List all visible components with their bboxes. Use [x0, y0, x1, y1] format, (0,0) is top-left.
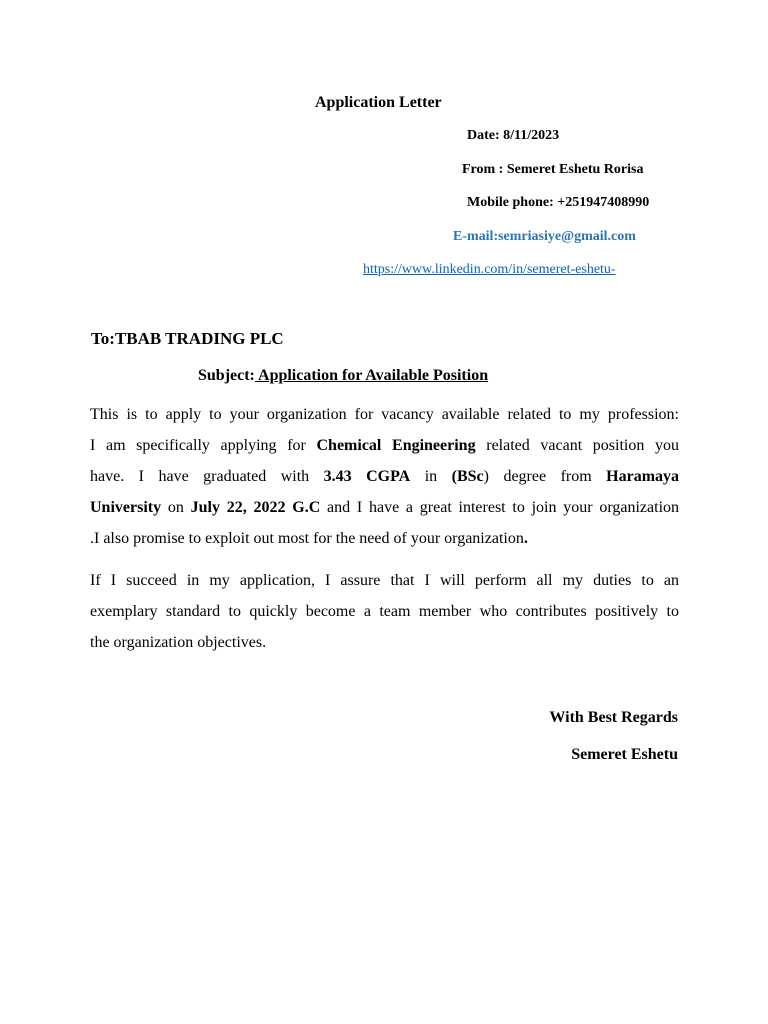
body-paragraph-2 — [90, 565, 679, 658]
paragraph-line: exemplary standard to quickly become a team member who contributes positively to — [90, 603, 679, 620]
recipient: To:TBAB TRADING PLC — [91, 329, 284, 348]
paragraph-line: University on July 22, 2022 G.C and I have a great interest to join your organization — [90, 499, 680, 516]
letter-title: Application Letter — [315, 94, 442, 111]
paragraph-line: .I also promise to exploit out most for the need of your organization. — [90, 530, 528, 547]
subject-text: Application for Available Position — [254, 367, 489, 384]
sender-phone: Mobile phone: +251947408990 — [467, 195, 650, 210]
paragraph-line: the organization objectives. — [90, 634, 267, 651]
signature-name: Semeret Eshetu — [571, 746, 678, 763]
paragraph-line: I am specifically applying for Chemical Engineering related vacant position you — [90, 437, 680, 454]
closing-line: With Best Regards — [549, 709, 678, 726]
letter-date: Date: 8/11/2023 — [467, 128, 560, 143]
paragraph-line: This is to apply to your organization for vacancy available related to my profession: — [90, 406, 679, 423]
subject-label: Subject: — [198, 367, 255, 384]
paragraph-line: If I succeed in my application, I assure that I will perform all my duties to an — [90, 572, 679, 589]
body-paragraph-1 — [90, 399, 679, 554]
paragraph-line: have. I have graduated with 3.43 CGPA in (BSc) degree from Haramaya — [90, 468, 680, 485]
subject-line — [198, 367, 488, 385]
sender-name: From : Semeret Eshetu Rorisa — [462, 162, 644, 177]
linkedin-link[interactable]: https://www.linkedin.com/in/semeret-eshetu- — [363, 262, 616, 277]
sender-email: E-mail:semriasiye@gmail.com — [453, 229, 636, 244]
